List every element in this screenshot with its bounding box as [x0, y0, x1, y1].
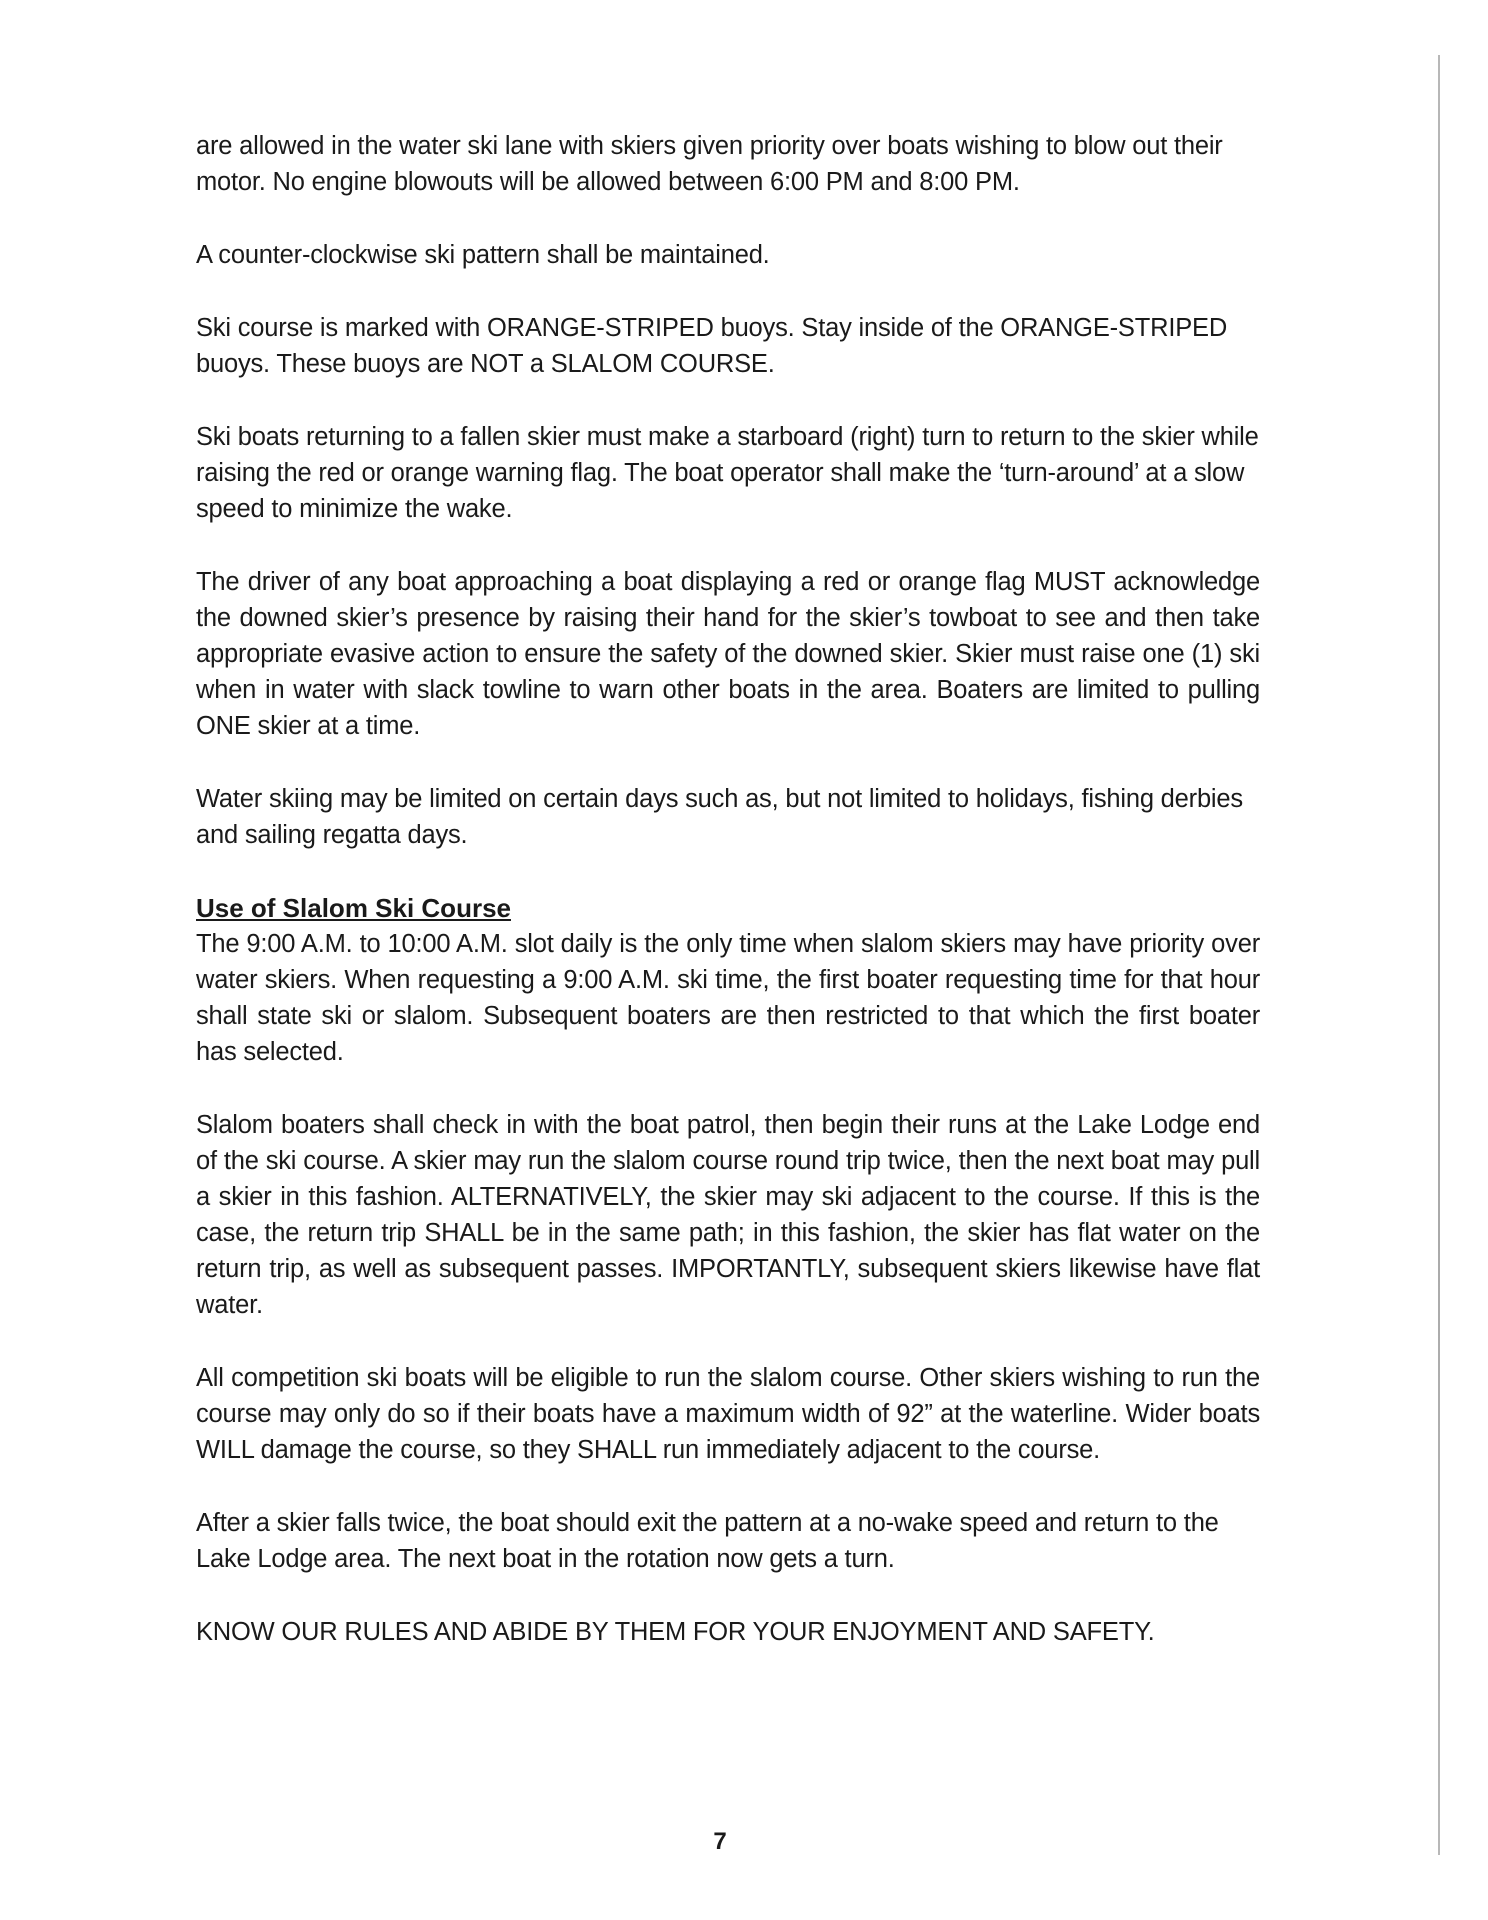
paragraph-ski-pattern: A counter-clockwise ski pattern shall be maintained.	[196, 241, 770, 269]
paragraph-fallen-skier: Ski boats returning to a fallen skier must make a starboard (right) turn to return to the skier while raising the red or orange warning flag. The boat operator shall make the ‘turn-around’ at a slow speed to minimize the wake.	[196, 423, 1259, 523]
paragraph-limited-days: Water skiing may be limited on certain days such as, but not limited to holidays, fishing derbies and sailing regatta days.	[196, 785, 1243, 849]
page-content	[196, 128, 1260, 1650]
page-number: 7	[713, 1828, 727, 1855]
paragraph-competition-boats: All competition ski boats will be eligible to run the slalom course. Other skiers wishing to run the course may only do so if their boats have a maximum width of 92” at the waterline. Wider boats WILL damage the course, so they SHALL run immediately adjacent to the course.	[196, 1364, 1260, 1464]
paragraph-skier-falls-twice: After a skier falls twice, the boat should exit the pattern at a no-wake speed and return to the Lake Lodge area. The next boat in the rotation now gets a turn.	[196, 1509, 1219, 1573]
paragraph-slalom-check-in: Slalom boaters shall check in with the boat patrol, then begin their runs at the Lake Lodge end of the ski course. A skier may run the slalom course round trip twice, then the next boat may pull a skier in this fashion. ALTERNATIVELY, the skier may ski adjacent to the course. If this is the case, the return trip SHALL be in the same path; in this fashion, the skier has flat water on the return trip, as well as subsequent passes. IMPORTANTLY, subsequent skiers likewise have flat water.	[196, 1111, 1260, 1319]
paragraph-motor-blowouts: are allowed in the water ski lane with skiers given priority over boats wishing to blow out their motor. No engine blowouts will be allowed between 6:00 PM and 8:00 PM.	[196, 132, 1223, 196]
paragraph-downed-skier-flag: The driver of any boat approaching a boat displaying a red or orange flag MUST acknowledge the downed skier’s presence by raising their hand for the skier’s towboat to see and then take appropriate evasive action to ensure the safety of the downed skier. Skier must raise one (1) ski when in water with slack towline to warn other boats in the area. Boaters are limited to pulling ONE skier at a time.	[196, 568, 1260, 740]
closing-statement: KNOW OUR RULES AND ABIDE BY THEM FOR YOUR ENJOYMENT AND SAFETY.	[196, 1618, 1155, 1646]
paragraph-ski-course-buoys: Ski course is marked with ORANGE-STRIPED buoys. Stay inside of the ORANGE-STRIPED buoys. These buoys are NOT a SLALOM COURSE.	[196, 314, 1228, 378]
paragraph-slalom-slot: The 9:00 A.M. to 10:00 A.M. slot daily is the only time when slalom skiers may have priority over water skiers. When requesting a 9:00 A.M. ski time, the first boater requesting time for that hour shall state ski or slalom. Subsequent boaters are then restricted to that which the first boater has selected.	[196, 930, 1260, 1066]
section-heading-slalom: Use of Slalom Ski Course	[196, 893, 511, 923]
scan-edge-line	[1438, 55, 1440, 1855]
